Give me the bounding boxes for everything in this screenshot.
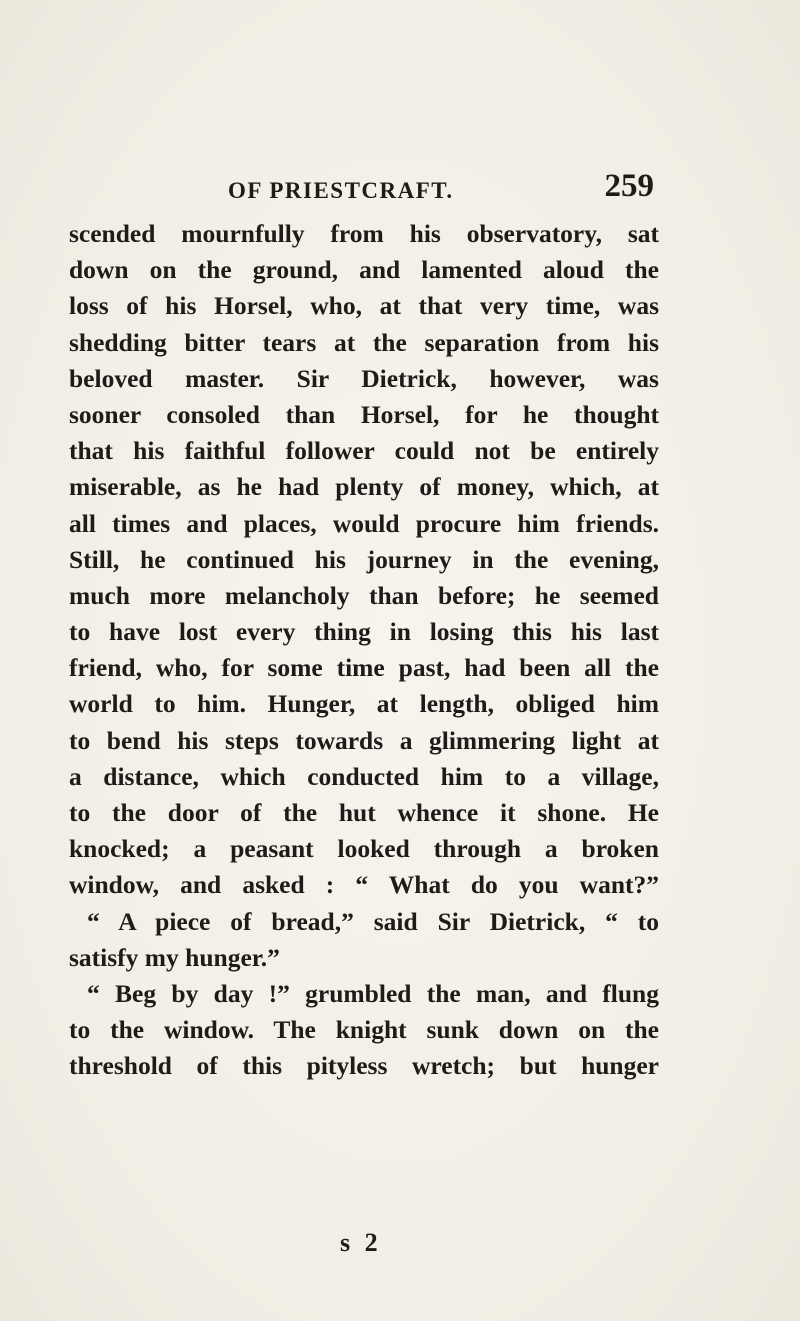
body-text — [69, 216, 659, 1085]
text-line: friend, who, for some time past, had been all the — [69, 653, 659, 683]
text-line: down on the ground, and lamented aloud the — [69, 255, 659, 285]
text-line: satisfy my hunger.” — [69, 942, 280, 972]
text-line: to have lost every thing in losing this his last — [69, 617, 659, 647]
running-title: OF PRIESTCRAFT. — [228, 178, 454, 203]
running-head — [228, 170, 654, 210]
text-line: window, and asked : “ What do you want?” — [69, 870, 659, 900]
text-line: to the window. The knight sunk down on the — [69, 1015, 659, 1045]
text-line: “ A piece of bread,” said Sir Dietrick, “ to — [87, 906, 659, 936]
text-line: to the door of the hut whence it shone. He — [69, 798, 659, 827]
page-number: 259 — [604, 168, 654, 204]
text-line: to bend his steps towards a glimmering light at — [69, 725, 659, 755]
text-line: all times and places, would procure him friends. — [69, 508, 659, 538]
text-line: miserable, as he had plenty of money, which, at — [69, 472, 659, 502]
text-line: knocked; a peasant looked through a broken — [69, 834, 659, 864]
text-line: much more melancholy than before; he seemed — [69, 580, 659, 610]
text-line: Still, he continued his journey in the evening, — [69, 544, 659, 574]
text-line: loss of his Horsel, who, at that very time, was — [69, 291, 659, 321]
text-line: that his faithful follower could not be entirely — [69, 436, 659, 466]
text-line: threshold of this pityless wretch; but hunger — [69, 1051, 659, 1081]
text-line: world to him. Hunger, at length, obliged him — [69, 689, 659, 719]
text-line: sooner consoled than Horsel, for he thought — [69, 399, 659, 429]
text-line: shedding bitter tears at the separation from his — [69, 327, 659, 357]
text-line: scended mournfully from his observatory, sat — [69, 219, 659, 248]
text-line: a distance, which conducted him to a village, — [69, 761, 659, 791]
signature-mark: s 2 — [340, 1228, 382, 1257]
text-line: beloved master. Sir Dietrick, however, was — [69, 363, 659, 393]
text-line: “ Beg by day !” grumbled the man, and flung — [87, 978, 659, 1008]
